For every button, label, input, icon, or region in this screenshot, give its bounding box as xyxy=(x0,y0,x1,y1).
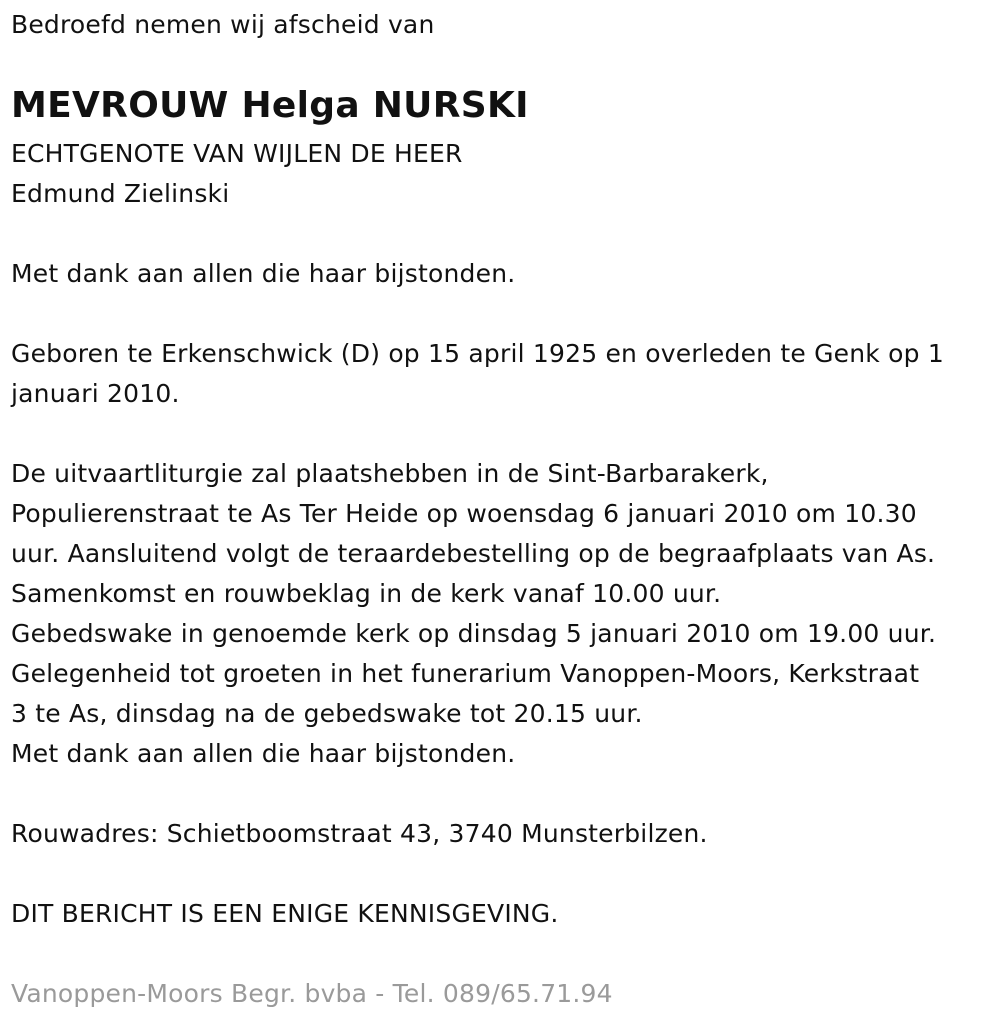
relation-line-1: ECHTGENOTE VAN WIJLEN DE HEER xyxy=(11,139,463,168)
funeral-line: Samenkomst en rouwbeklag in de kerk vanaf 10.00 uur. xyxy=(11,579,722,608)
deceased-name: MEVROUW Helga NURSKI xyxy=(11,85,529,126)
funeral-line: Populierenstraat te As Ter Heide op woensdag 6 januari 2010 om 10.30 xyxy=(11,499,917,528)
thanks-text: Met dank aan allen die haar bijstonden. xyxy=(11,259,516,288)
mourning-address: Rouwadres: Schietboomstraat 43, 3740 Munsterbilzen. xyxy=(11,819,708,848)
spouse-name: Edmund Zielinski xyxy=(11,179,230,208)
funeral-line: Gelegenheid tot groeten in het funerarium Vanoppen-Moors, Kerkstraat xyxy=(11,659,920,688)
notice-statement: DIT BERICHT IS EEN ENIGE KENNISGEVING. xyxy=(11,899,559,928)
funeral-line: De uitvaartliturgie zal plaatshebben in de Sint-Barbarakerk, xyxy=(11,459,769,488)
funeral-line: 3 te As, dinsdag na de gebedswake tot 20.15 uur. xyxy=(11,699,643,728)
funeral-line: Gebedswake in genoemde kerk op dinsdag 5 januari 2010 om 19.00 uur. xyxy=(11,619,937,648)
funeral-line: Met dank aan allen die haar bijstonden. xyxy=(11,739,516,768)
birth-death-line-2: januari 2010. xyxy=(11,379,180,408)
funeral-line: uur. Aansluitend volgt de teraardebestelling op de begraafplaats van As. xyxy=(11,539,936,568)
birth-death-line-1: Geboren te Erkenschwick (D) op 15 april 1925 en overleden te Genk op 1 xyxy=(11,339,944,368)
intro-text: Bedroefd nemen wij afscheid van xyxy=(11,10,435,39)
funeral-home-footer: Vanoppen-Moors Begr. bvba - Tel. 089/65.71.94 xyxy=(11,979,613,1008)
